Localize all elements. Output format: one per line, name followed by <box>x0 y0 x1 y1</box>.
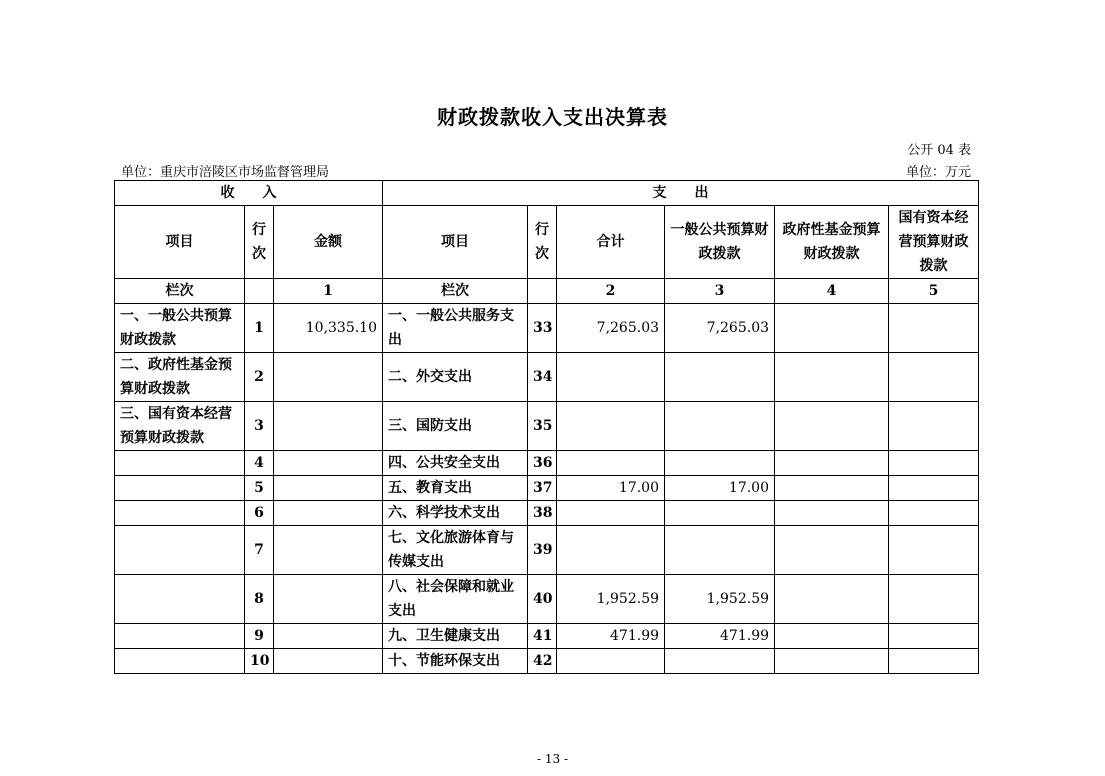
income-item <box>115 476 245 501</box>
state-capital-value <box>889 624 979 649</box>
general-value: 17.00 <box>665 476 775 501</box>
general-value: 1,952.59 <box>665 575 775 624</box>
income-amount <box>274 501 383 526</box>
state-capital-value <box>889 501 979 526</box>
colnum-blank-2 <box>528 279 557 304</box>
colnum-5: 5 <box>889 279 979 304</box>
gov-fund-value <box>775 501 889 526</box>
gov-fund-value <box>775 649 889 674</box>
general-value <box>665 526 775 575</box>
total-value: 7,265.03 <box>557 304 665 353</box>
gov-fund-value <box>775 353 889 402</box>
expense-row-no: 41 <box>528 624 557 649</box>
state-capital-value <box>889 575 979 624</box>
income-row-no: 9 <box>245 624 274 649</box>
gov-fund-value <box>775 451 889 476</box>
expense-item: 一、一般公共服务支出 <box>383 304 528 353</box>
gov-fund-value <box>775 476 889 501</box>
expense-row-no: 39 <box>528 526 557 575</box>
table-row <box>115 501 979 526</box>
income-item-header: 项目 <box>115 206 245 279</box>
general-value <box>665 402 775 451</box>
state-capital-value <box>889 451 979 476</box>
expense-row-no: 33 <box>528 304 557 353</box>
income-amount <box>274 476 383 501</box>
expense-item: 四、公共安全支出 <box>383 451 528 476</box>
income-amount <box>274 402 383 451</box>
table-row <box>115 353 979 402</box>
page-title: 财政拨款收入支出决算表 <box>437 105 668 129</box>
income-amount <box>274 624 383 649</box>
section-header-row <box>115 181 979 206</box>
general-value <box>665 353 775 402</box>
colnum-3: 3 <box>665 279 775 304</box>
table-row <box>115 624 979 649</box>
state-capital-value <box>889 476 979 501</box>
total-value <box>557 501 665 526</box>
colnum-1: 1 <box>274 279 383 304</box>
gov-fund-value <box>775 575 889 624</box>
expense-item: 五、教育支出 <box>383 476 528 501</box>
income-item <box>115 575 245 624</box>
total-header: 合计 <box>557 206 665 279</box>
form-number: 公开 04 表 <box>907 143 971 158</box>
income-row-no: 1 <box>245 304 274 353</box>
income-amount <box>274 353 383 402</box>
expense-item: 七、文化旅游体育与传媒支出 <box>383 526 528 575</box>
table-row <box>115 476 979 501</box>
income-amount: 10,335.10 <box>274 304 383 353</box>
expense-item: 十、节能环保支出 <box>383 649 528 674</box>
income-row-no: 8 <box>245 575 274 624</box>
income-item: 三、国有资本经营预算财政拨款 <box>115 402 245 451</box>
income-amount <box>274 575 383 624</box>
general-value <box>665 451 775 476</box>
state-capital-value <box>889 649 979 674</box>
page-number: - 13 - <box>536 752 568 766</box>
expense-row-no-header: 行次 <box>528 206 557 279</box>
income-row-no: 5 <box>245 476 274 501</box>
total-value <box>557 526 665 575</box>
table-row <box>115 451 979 476</box>
expense-item-header: 项目 <box>383 206 528 279</box>
expense-item: 六、科学技术支出 <box>383 501 528 526</box>
colnum-label: 栏次 <box>115 279 245 304</box>
expense-row-no: 34 <box>528 353 557 402</box>
expense-row-no: 38 <box>528 501 557 526</box>
general-value <box>665 649 775 674</box>
income-row-no: 2 <box>245 353 274 402</box>
expense-item: 九、卫生健康支出 <box>383 624 528 649</box>
income-item <box>115 501 245 526</box>
total-value <box>557 649 665 674</box>
colnum-4: 4 <box>775 279 889 304</box>
income-amount-header: 金额 <box>274 206 383 279</box>
expense-item: 八、社会保障和就业支出 <box>383 575 528 624</box>
total-value: 17.00 <box>557 476 665 501</box>
unit-name: 单位：重庆市涪陵区市场监督管理局 <box>121 165 330 180</box>
state-capital-header: 国有资本经营预算财政拨款 <box>889 206 979 279</box>
income-section-header: 收 入 <box>115 181 383 206</box>
state-capital-value <box>889 402 979 451</box>
total-value: 1,952.59 <box>557 575 665 624</box>
column-number-row <box>115 279 979 304</box>
expense-row-no: 42 <box>528 649 557 674</box>
income-row-no: 10 <box>245 649 274 674</box>
expense-row-no: 35 <box>528 402 557 451</box>
income-row-no: 4 <box>245 451 274 476</box>
income-amount <box>274 649 383 674</box>
colnum-label-2: 栏次 <box>383 279 528 304</box>
expense-row-no: 36 <box>528 451 557 476</box>
total-value <box>557 402 665 451</box>
currency-unit: 单位：万元 <box>905 165 971 180</box>
expense-row-no: 37 <box>528 476 557 501</box>
income-item <box>115 526 245 575</box>
income-amount <box>274 451 383 476</box>
appropriation-table <box>114 180 979 674</box>
table-row <box>115 526 979 575</box>
expense-row-no: 40 <box>528 575 557 624</box>
income-row-no: 7 <box>245 526 274 575</box>
gov-fund-value <box>775 526 889 575</box>
income-row-no: 3 <box>245 402 274 451</box>
general-value <box>665 501 775 526</box>
gov-fund-value <box>775 402 889 451</box>
income-amount <box>274 526 383 575</box>
income-item: 一、一般公共预算财政拨款 <box>115 304 245 353</box>
income-item <box>115 451 245 476</box>
table-row <box>115 402 979 451</box>
colnum-2: 2 <box>557 279 665 304</box>
state-capital-value <box>889 353 979 402</box>
income-row-no-header: 行次 <box>245 206 274 279</box>
expense-section-header: 支 出 <box>383 181 979 206</box>
colnum-blank <box>245 279 274 304</box>
column-header-row <box>115 206 979 279</box>
gov-fund-header: 政府性基金预算财政拨款 <box>775 206 889 279</box>
gov-fund-value <box>775 304 889 353</box>
expense-item: 三、国防支出 <box>383 402 528 451</box>
table-row <box>115 649 979 674</box>
general-value: 7,265.03 <box>665 304 775 353</box>
income-row-no: 6 <box>245 501 274 526</box>
total-value <box>557 451 665 476</box>
state-capital-value <box>889 304 979 353</box>
income-item: 二、政府性基金预算财政拨款 <box>115 353 245 402</box>
table-row <box>115 575 979 624</box>
gov-fund-value <box>775 624 889 649</box>
total-value <box>557 353 665 402</box>
total-value: 471.99 <box>557 624 665 649</box>
table-row <box>115 304 979 353</box>
general-value: 471.99 <box>665 624 775 649</box>
expense-item: 二、外交支出 <box>383 353 528 402</box>
income-item <box>115 624 245 649</box>
state-capital-value <box>889 526 979 575</box>
general-budget-header: 一般公共预算财政拨款 <box>665 206 775 279</box>
income-item <box>115 649 245 674</box>
